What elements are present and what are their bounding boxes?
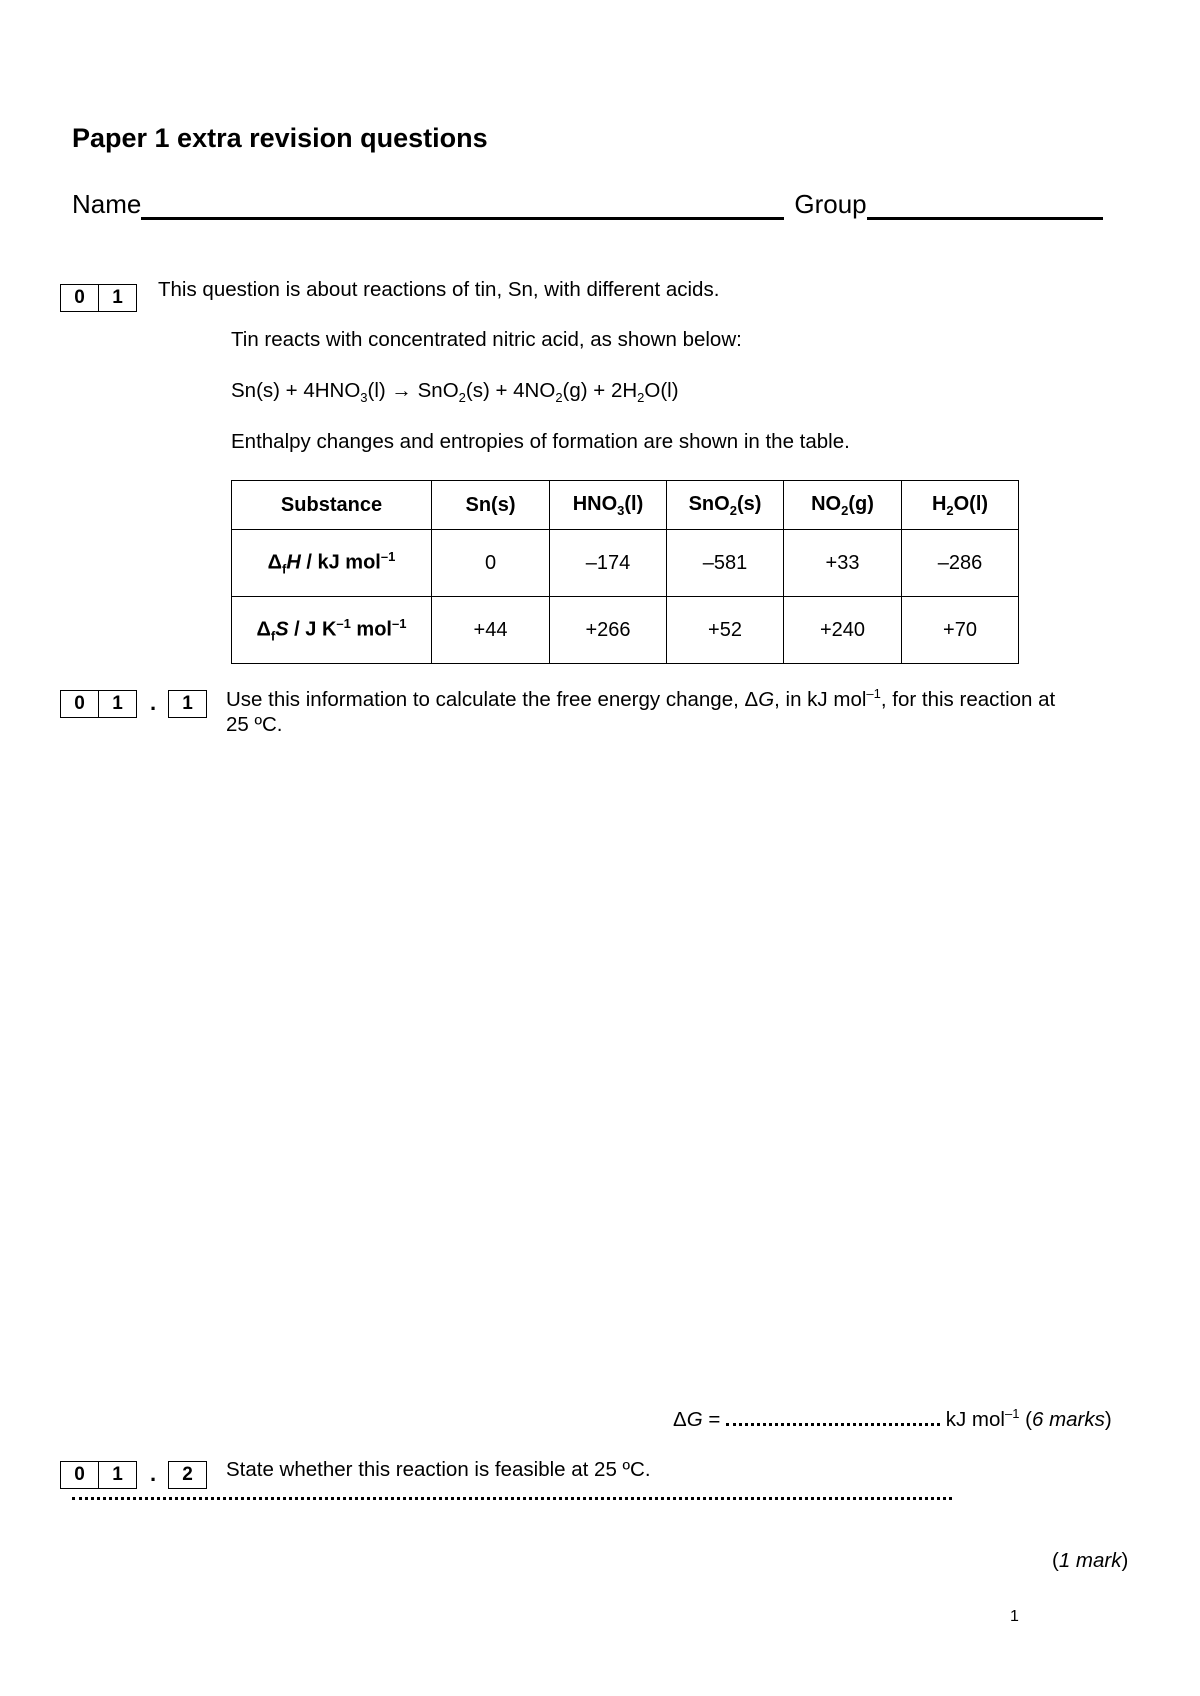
subquestion-digit: 2 [182, 1464, 193, 1485]
question-number-box [60, 1461, 137, 1489]
question-digit: 0 [74, 287, 85, 308]
group-field[interactable] [867, 191, 1103, 220]
question-number-box [60, 284, 137, 312]
q1-1-text-line2: 25 ºC. [226, 713, 283, 736]
table-header-cell: $HNO_3(l)$ [550, 481, 667, 530]
table-cell: 0 [432, 530, 550, 597]
subquestion-number-box [168, 1461, 207, 1489]
question-digit: 1 [98, 1462, 136, 1488]
question-number-box [60, 690, 137, 718]
name-label: Name [72, 189, 142, 219]
table-cell: +52 [667, 597, 784, 664]
question-digit: 0 [74, 1464, 85, 1485]
question-digit: 1 [98, 285, 136, 311]
q1-intro: This question is about reactions of tin, Sn, with different acids. [158, 278, 720, 301]
table-header-row [232, 481, 1019, 530]
subquestion-digit: 1 [182, 693, 193, 714]
table-header-cell: Sn(s) [432, 481, 550, 530]
marks-label: (1 mark) [1052, 1549, 1129, 1572]
table-cell: –581 [667, 530, 784, 597]
page-number: 1 [1010, 1608, 1019, 1625]
chemical-equation: $Sn(s) + 4HNO_3(l) \to SnO_2(s) + 4NO_2(g) + 2H_2O(l)$ [231, 379, 679, 406]
page-title: Paper 1 extra revision questions [72, 123, 488, 153]
question-digit: 0 [74, 693, 85, 714]
subquestion-number-box [168, 690, 207, 718]
table-header-cell: $NO_2(g)$ [784, 481, 902, 530]
answer-line: ΔG = kJ mol$^{-1}$ (6 marks) [673, 1406, 1112, 1431]
table-row-enthalpy [232, 530, 1019, 597]
table-cell: –174 [550, 530, 667, 597]
table-cell: –286 [902, 530, 1019, 597]
name-group-row [72, 189, 1103, 220]
table-cell: +33 [784, 530, 902, 597]
table-header-cell: SnO$_2$(s) [667, 481, 784, 530]
table-header-cell: $H_2O(l)$ [902, 481, 1019, 530]
group-label: Group [794, 189, 867, 219]
name-field[interactable] [141, 191, 784, 220]
q1-reacts: Tin reacts with concentrated nitric acid, as shown below: [231, 328, 742, 351]
answer-field[interactable] [726, 1423, 940, 1426]
table-cell: +240 [784, 597, 902, 664]
table-cell: +70 [902, 597, 1019, 664]
table-cell: +44 [432, 597, 550, 664]
subquestion-dot: . [150, 690, 157, 715]
table-cell: +266 [550, 597, 667, 664]
question-digit: 1 [98, 691, 136, 717]
table-row-entropy [232, 597, 1019, 664]
answer-field[interactable] [72, 1497, 952, 1500]
table-intro: Enthalpy changes and entropies of formation are shown in the table. [231, 430, 850, 453]
q1-1-text-line1: Use this information to calculate the free energy change, ΔG, in kJ mol$^{-1}$, for this reaction at [226, 686, 1056, 711]
subquestion-dot: . [150, 1461, 157, 1486]
row-header-enthalpy: $\Delta_fH$ / kJ mol$^{-1}$ [232, 530, 432, 597]
thermo-data-table [231, 480, 1019, 664]
q1-2-text: State whether this reaction is feasible at 25 ºC. [226, 1458, 651, 1481]
row-header-entropy: $\Delta_fS$ / J $K^{-1}$ mol$^{-1}$ [232, 597, 432, 664]
table-header-substance: Substance [232, 481, 432, 530]
